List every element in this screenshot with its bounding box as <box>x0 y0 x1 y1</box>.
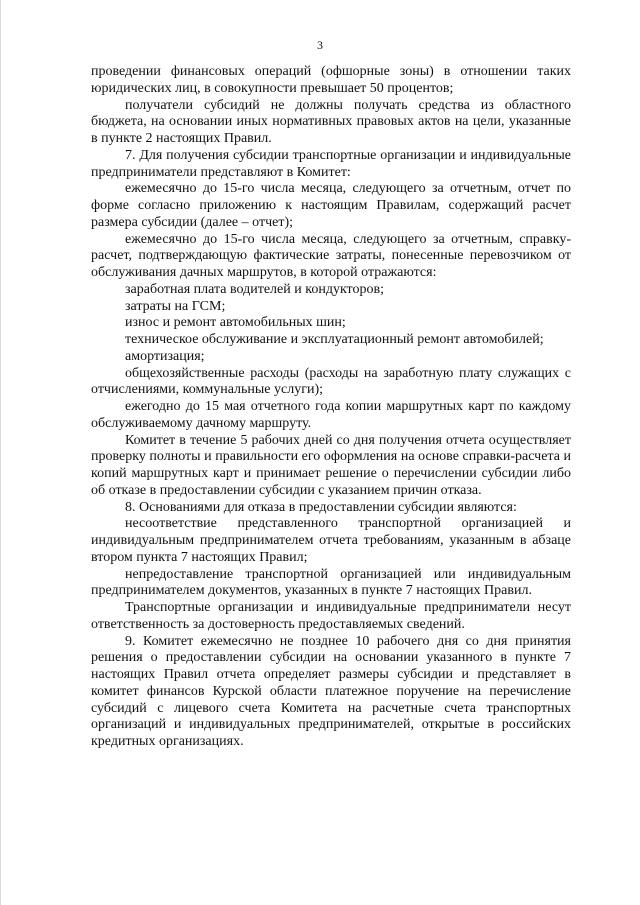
paragraph-offshore-continuation: проведении финансовых операций (офшорные зоны) в отношении таких юридических лиц, в совокупности превышает 50 процентов; <box>91 64 571 96</box>
paragraph-committee-review: Комитет в течение 5 рабочих дней со дня получения отчета осуществляет проверку полноты и правильности его оформления на основе справки-расчета и копий маршрутных карт и принимает решение о перечислении субсидии либо об отказе в предоставлении субсидии с указанием причин отказа. <box>91 432 571 498</box>
paragraph-clause-7: 7. Для получения субсидии транспортные организации и индивидуальные предприниматели представляют в Комитет: <box>91 147 571 180</box>
paragraph-responsibility: Транспортные организации и индивидуальные предприниматели несут ответственность за достоверность предоставляемых сведений. <box>91 600 571 632</box>
paragraph-monthly-report: ежемесячно до 15-го числа месяца, следующего за отчетным, отчет по форме согласно приложению к настоящим Правилам, содержащий расчет размера субсидии (далее – отчет); <box>91 181 571 230</box>
list-item-maintenance: техническое обслуживание и эксплуатационный ремонт автомобилей; <box>125 332 544 347</box>
paragraph-refusal-missing-docs: непредоставление транспортной организацией или индивидуальным предпринимателем документов, указанных в пункте 7 настоящих Правил. <box>91 566 571 599</box>
paragraph-monthly-calculation: ежемесячно до 15-го числа месяца, следующего за отчетным, справку-расчет, подтверждающую фактические затраты, понесенные перевозчиком от обслуживания дачных маршрутов, в которой отражаются: <box>91 231 571 280</box>
paragraph-route-cards: ежегодно до 15 мая отчетного года копии маршрутных карт по каждому обслуживаемому дачному маршруту. <box>91 399 571 431</box>
scan-edge-line <box>0 0 1 905</box>
page-number: 3 <box>317 38 323 52</box>
document-body <box>91 64 571 751</box>
list-item-tires: износ и ремонт автомобильных шин; <box>125 315 346 331</box>
paragraph-clause-8: 8. Основаниями для отказа в предоставлении субсидии являются: <box>125 499 517 515</box>
list-item-depreciation: амортизация; <box>125 348 205 364</box>
paragraph-clause-9: 9. Комитет ежемесячно не позднее 10 рабочего дня со дня принятия решения о предоставлении субсидии на основании указанного в пункте 7 настоящих Правил отчета определяет размеры субсидии и представляет в комитет финансов Курской области платежное поручение на перечисление субсидий с лицевого счета Комитета на расчетные счета транспортных организаций и индивидуальных предпринимателей, открытые в российских кредитных организациях. <box>91 633 571 749</box>
list-item-wages: заработная плата водителей и кондукторов; <box>125 281 384 297</box>
list-item-overhead: общехозяйственные расходы (расходы на заработную плату служащих с отчислениями, коммунальные услуги); <box>91 365 571 398</box>
paragraph-refusal-mismatch: несоответствие представленного транспортной организацией и индивидуальным предпринимателем отчета требованиям, указанным в абзаце втором пункта 7 настоящих Правил; <box>91 516 571 565</box>
list-item-fuel: затраты на ГСМ; <box>125 298 226 314</box>
paragraph-no-other-budget-funds: получатели субсидий не должны получать средства из областного бюджета, на основании иных нормативных правовых актов на цели, указанные в пункте 2 настоящих Правил. <box>91 97 571 146</box>
